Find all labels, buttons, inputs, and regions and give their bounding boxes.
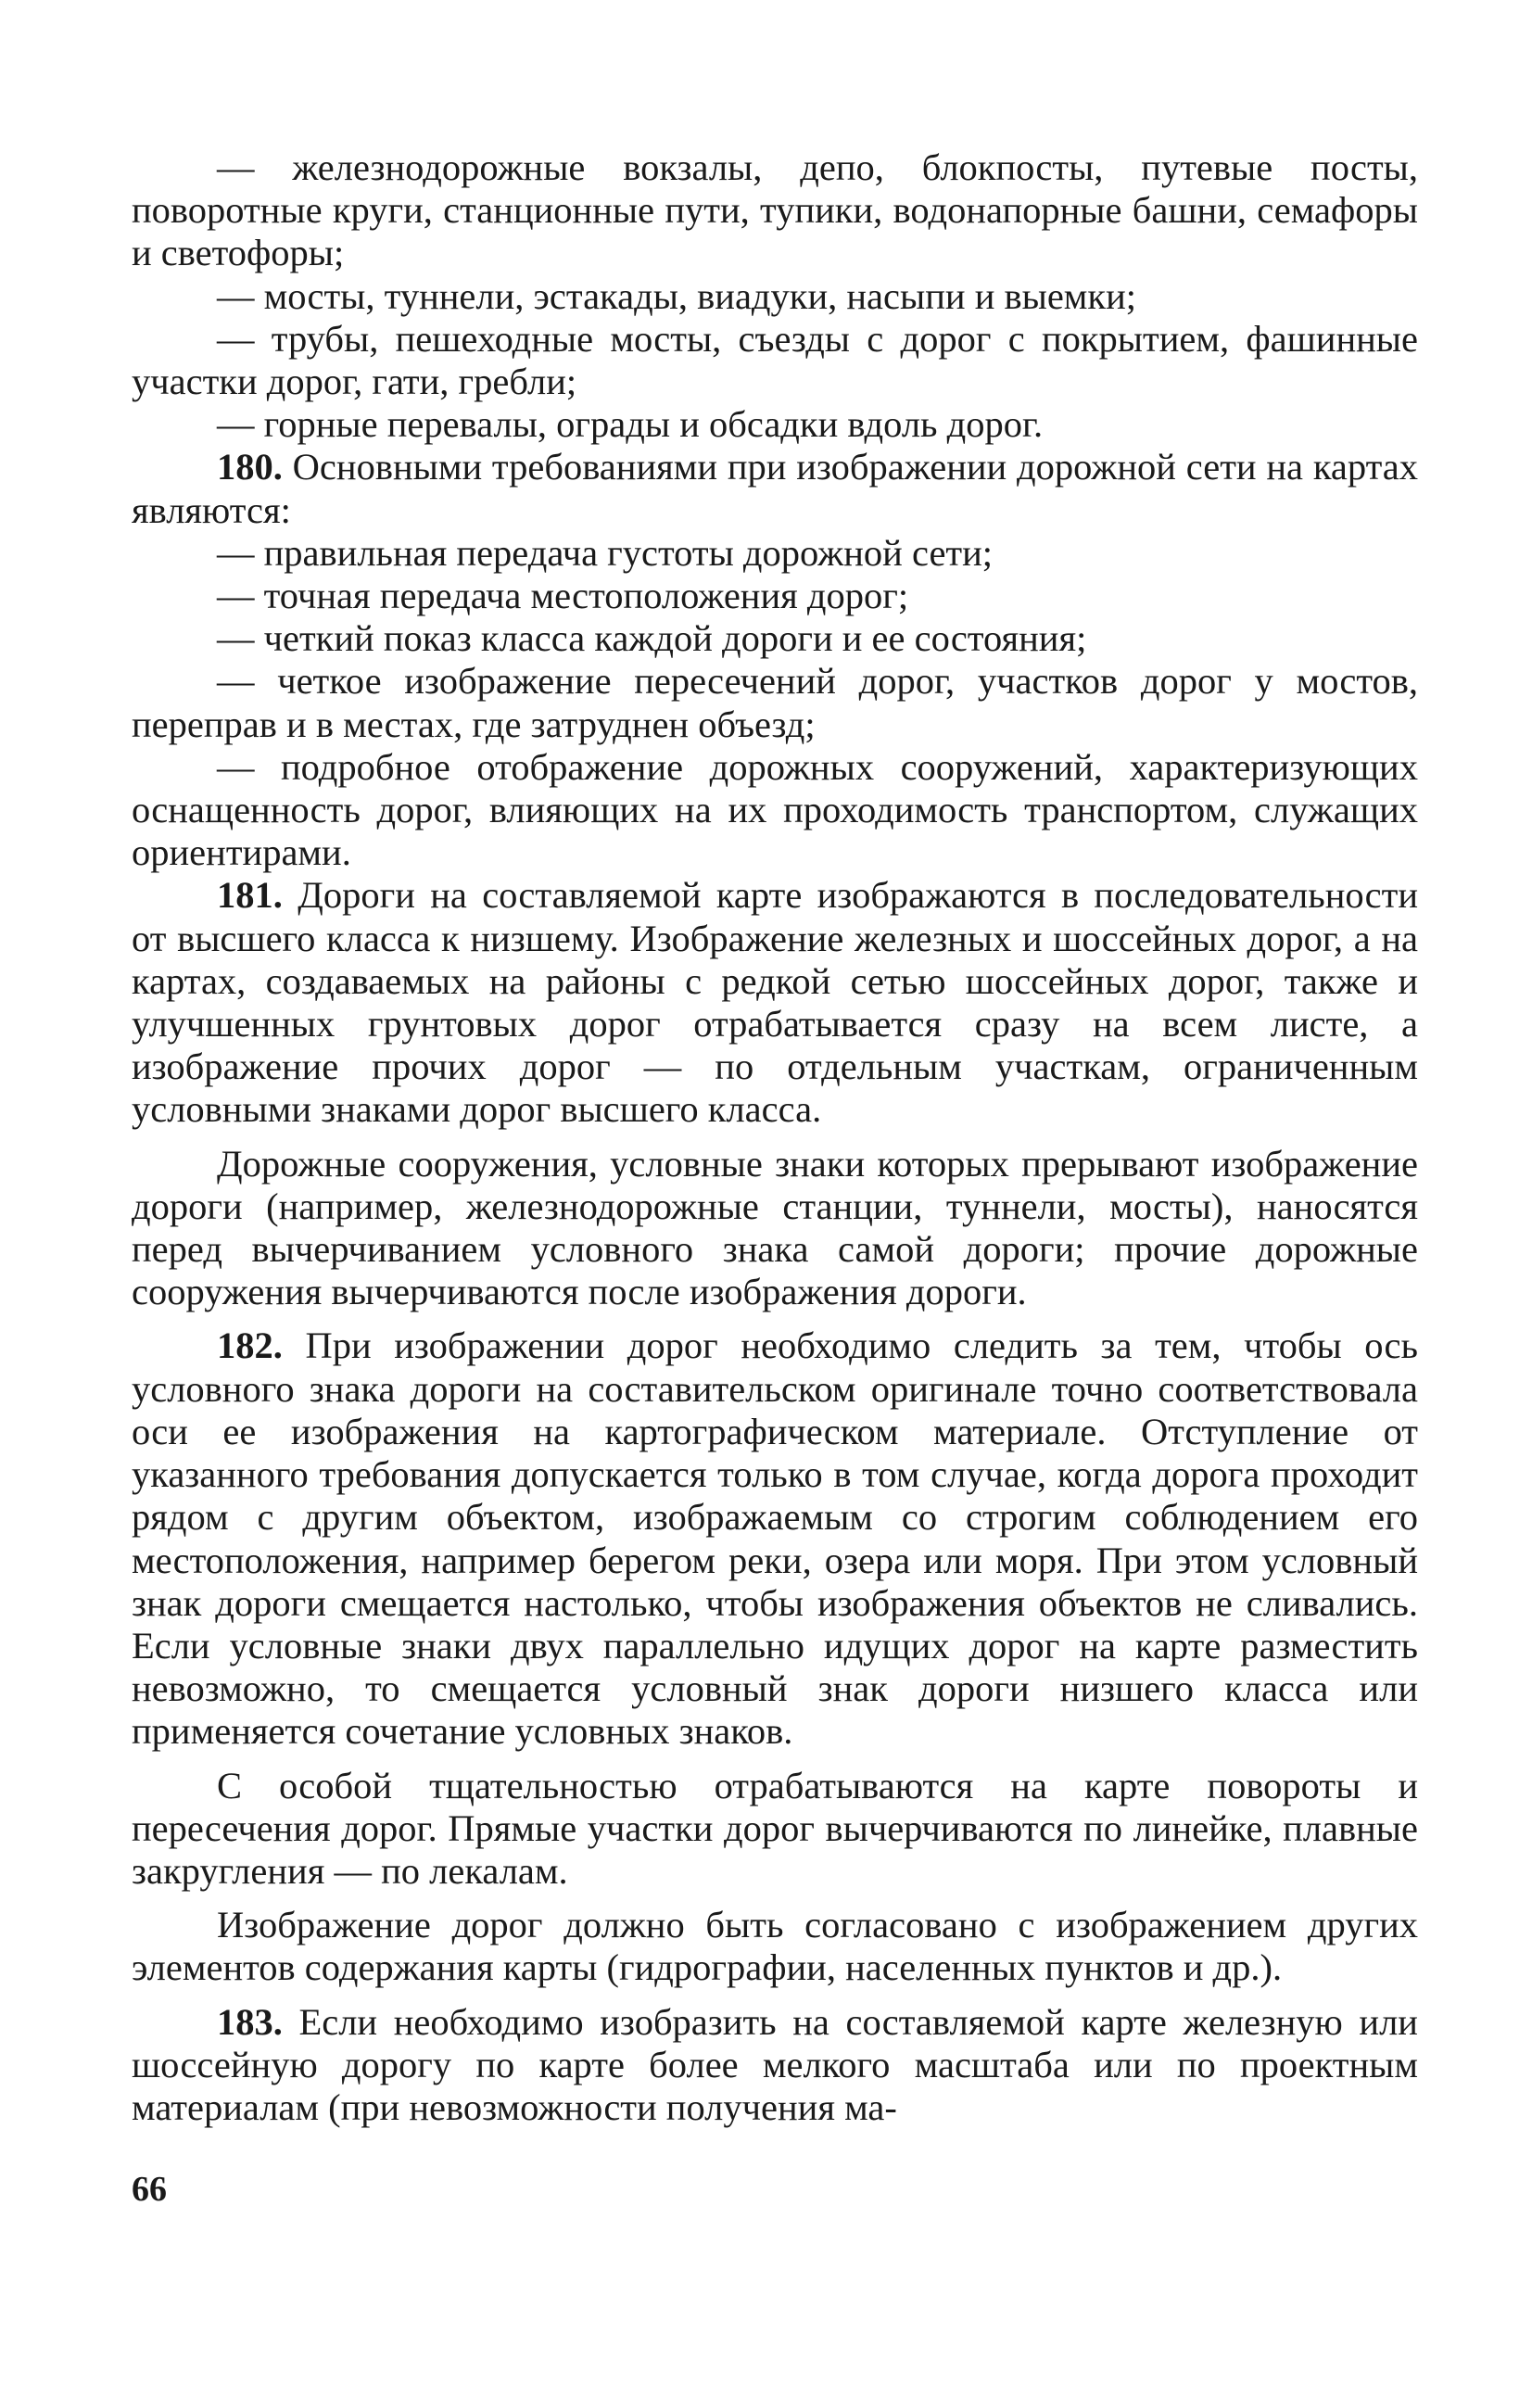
- paragraph-coordination: Изображение дорог должно быть согласовано с изображением других элементов содержания карты (гидрографии, населенных пунктов и др.).: [132, 1904, 1418, 1989]
- section-number: 182.: [217, 1324, 283, 1367]
- paragraph-180: 180. Основными требованиями при изображении дорожной сети на картах являются:: [132, 446, 1418, 531]
- paragraph-183: 183. Если необходимо изобразить на составляемой карте железную или шоссейную дорогу по карте более мелкого масштаба или по проектным материалам (при невозможности получения ма-: [132, 2000, 1418, 2128]
- paragraph-item-road-structures: — подробное отображение дорожных сооружений, характеризующих оснащенность дорог, влияющих на их проходимость транспортом, служащих ориентирами.: [132, 745, 1418, 874]
- paragraph-item-bridges: — мосты, туннели, эстакады, виадуки, насыпи и выемки;: [217, 274, 1137, 317]
- paragraph-turns: С особой тщательностью отрабатываются на карте повороты и пересечения дорог. Прямые участки дорог вычерчиваются по линейке, плавные закругления — по лекалам.: [132, 1764, 1418, 1892]
- section-number: 180.: [217, 446, 283, 488]
- paragraph-item-class: — четкий показ класса каждой дороги и ее состояния;: [217, 617, 1087, 660]
- page-body: [132, 146, 1418, 2129]
- paragraph-road-structures-order: Дорожные сооружения, условные знаки которых прерывают изображение дороги (например, железнодорожные станции, туннели, мосты), наносятся перед вычерчиванием условного знака самой дороги; прочие дорожные сооружения вычерчиваются после изображения дороги.: [132, 1142, 1418, 1313]
- paragraph-item-pipes: — трубы, пешеходные мосты, съезды с дорог с покрытием, фашинные участки дорог, гати, гребли;: [132, 317, 1418, 403]
- paragraph-item-railway-structures: — железнодорожные вокзалы, депо, блокпосты, путевые посты, поворотные круги, станционные пути, тупики, водонапорные башни, семафоры и светофоры;: [132, 146, 1418, 274]
- paragraph-182: 182. При изображении дорог необходимо следить за тем, чтобы ось условного знака дороги на составительском оригинале точно соответствовала оси ее изображения на картографическом материале. Отступление от указанного требования допускается только в том случае, когда дорога проходит рядом с другим объектом, изображаемым со строгим соблюдением его местоположения, например берегом реки, озера или моря. При этом условный знак дороги смещается настолько, чтобы изображения объектов не сливались. Если условные знаки двух параллельно идущих дорог на карте разместить невозможно, то смещается условный знак дороги низшего класса или применяется сочетание условных знаков.: [132, 1324, 1418, 1753]
- paragraph-item-location: — точная передача местоположения дорог;: [217, 575, 909, 617]
- section-number: 181.: [217, 874, 283, 917]
- section-number: 183.: [217, 2000, 283, 2043]
- paragraph-item-passes: — горные перевалы, ограды и обсадки вдоль дорог.: [217, 403, 1044, 446]
- page-number: 66: [132, 2170, 167, 2209]
- paragraph-item-intersections: — четкое изображение пересечений дорог, участков дорог у мостов, переправ и в местах, где затруднен объезд;: [132, 660, 1418, 745]
- paragraph-item-density: — правильная передача густоты дорожной сети;: [217, 531, 994, 574]
- paragraph-181: 181. Дороги на составляемой карте изображаются в последовательности от высшего класса к низшему. Изображение железных и шоссейных дорог, а на картах, создаваемых на районы с редкой сетью шоссейных дорог, также и улучшенных грунтовых дорог отрабатывается сразу на всем листе, а изображение прочих дорог — по отдельным участкам, ограниченным условными знаками дорог высшего класса.: [132, 874, 1418, 1131]
